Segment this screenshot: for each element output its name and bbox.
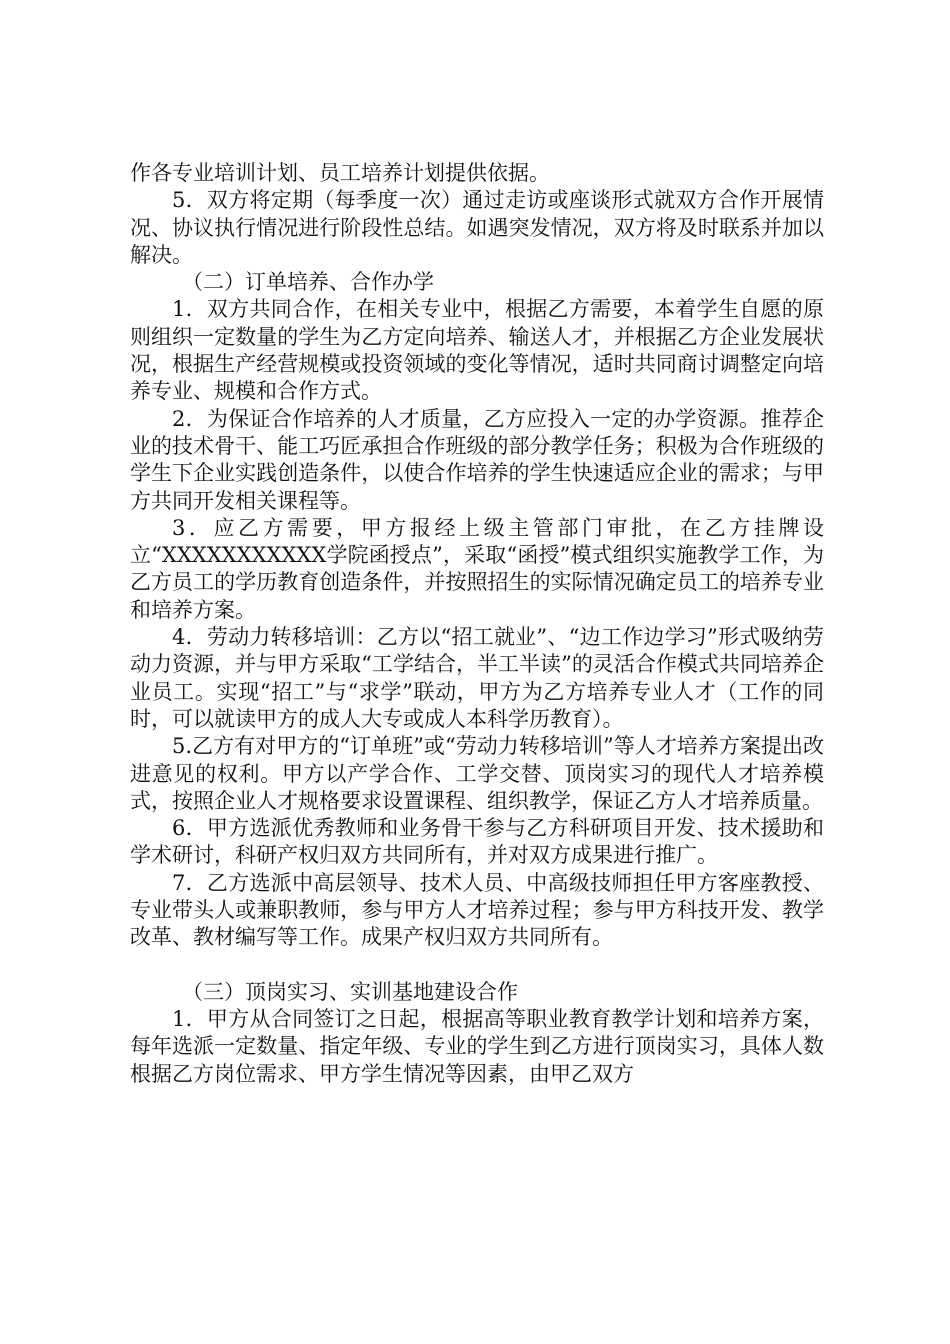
document-page (130, 160, 824, 1088)
paragraph-item-5-improvement: 5.乙方有对甲方的“订单班”或“劳动力转移培训”等人才培养方案提出改进意见的权利。甲方以产学合作、工学交替、顶岗实习的现代人才培养模式，按照企业人才规格要求设置课程、组织教学，保证乙方人才培养质量。 (130, 734, 824, 813)
paragraph-continuation: 作各专业培训计划、员工培养计划提供依据。 (130, 161, 550, 185)
section-heading-3: （三）顶岗实习、实训基地建设合作 (182, 979, 518, 1004)
section-heading-2: （二）订单培养、合作办学 (182, 270, 434, 295)
paragraph-item-3-correspondence: 3．应乙方需要，甲方报经上级主管部门审批，在乙方挂牌设立“XXXXXXXXXXX学院函授点”，采取“函授”模式组织实施教学工作，为乙方员工的学历教育创造条件，并按照招生的实际情况确定员工的培养专业和培养方案。 (130, 515, 824, 622)
paragraph-item-7-guest-faculty: 7．乙方选派中高层领导、技术人员、中高级技师担任甲方客座教授、专业带头人或兼职教师，参与甲方人才培养过程；参与甲方科技开发、教学改革、教材编写等工作。成果产权归双方共同所有。 (130, 870, 824, 950)
paragraph-item-5-periodic-review: 5．双方将定期（每季度一次）通过走访或座谈形式就双方合作开展情况、协议执行情况进行阶段性总结。如遇突发情况，双方将及时联系并加以解决。 (130, 188, 824, 267)
paragraph-item-2-resources: 2．为保证合作培养的人才质量，乙方应投入一定的办学资源。推荐企业的技术骨干、能工巧匠承担合作班级的部分教学任务；积极为合作班级的学生下企业实践创造条件，以使合作培养的学生快速适应企业的需求；与甲方共同开发相关课程等。 (130, 406, 824, 513)
paragraph-item-1-internship: 1．甲方从合同签订之日起，根据高等职业教育教学计划和培养方案，每年选派一定数量、指定年级、专业的学生到乙方进行顶岗实习，具体人数根据乙方岗位需求、甲方学生情况等因素，由甲乙双方 (130, 1006, 824, 1086)
paragraph-item-6-research: 6．甲方选派优秀教师和业务骨干参与乙方科研项目开发、技术援助和学术研讨，科研产权归双方共同所有，并对双方成果进行推广。 (130, 816, 824, 868)
paragraph-item-4-labor-transfer: 4．劳动力转移培训：乙方以“招工就业”、“边工作边学习”形式吸纳劳动力资源，并与甲方采取“工学结合，半工半读”的灵活合作模式共同培养企业员工。实现“招工”与“求学”联动，甲方为乙方培养专业人才（工作的同时，可以就读甲方的成人大专或成人本科学历教育）。 (130, 625, 824, 731)
paragraph-item-1-order-training: 1．双方共同合作，在相关专业中，根据乙方需要，本着学生自愿的原则组织一定数量的学生为乙方定向培养、输送人才，并根据乙方企业发展状况，根据生产经营规模或投资领域的变化等情况，适时共同商讨调整定向培养专业、规模和合作方式。 (130, 297, 824, 404)
